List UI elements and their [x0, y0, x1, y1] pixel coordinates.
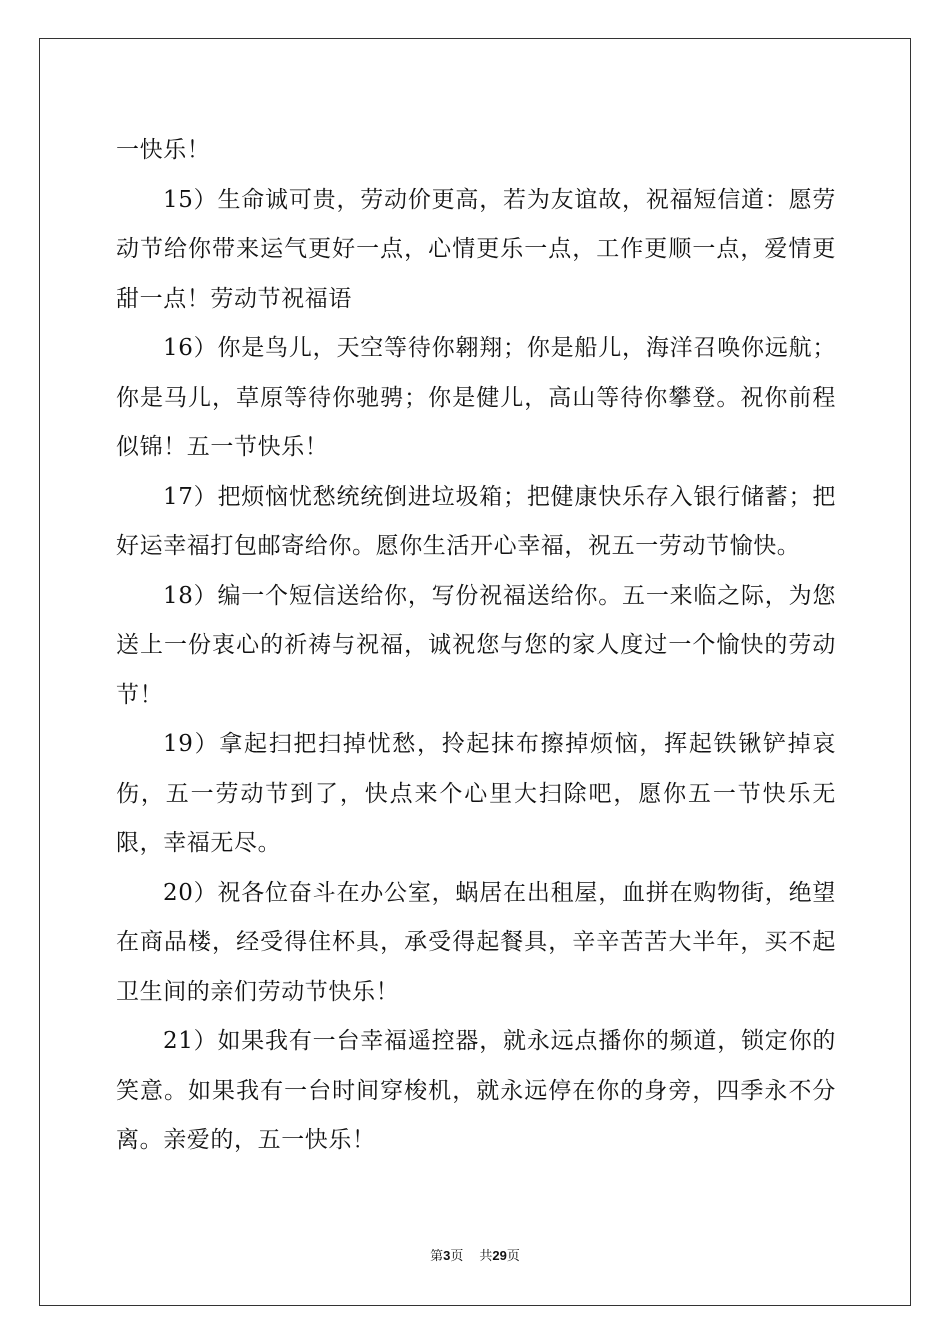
paragraph-20: 20）祝各位奋斗在办公室，蜗居在出租屋，血拼在购物街，绝望在商品楼，经受得住杯具，承受得起餐具，辛辛苦苦大半年，买不起卫生间的亲们劳动节快乐！ [116, 879, 836, 1005]
document-body [116, 126, 836, 1166]
paragraph-18: 18）编一个短信送给你，写份祝福送给你。五一来临之际，为您送上一份衷心的祈祷与祝福，诚祝您与您的家人度过一个愉快的劳动节！ [116, 582, 836, 708]
page-suffix: 页 [450, 1249, 464, 1264]
total-prefix: 共 [479, 1249, 493, 1264]
page-number: 3 [443, 1248, 451, 1263]
paragraph-17: 17）把烦恼忧愁统统倒进垃圾箱；把健康快乐存入银行储蓄；把好运幸福打包邮寄给你。愿你生活开心幸福，祝五一劳动节愉快。 [116, 483, 836, 559]
paragraph-continuation: 一快乐！ [116, 137, 211, 163]
paragraph-16: 16）你是鸟儿，天空等待你翱翔；你是船儿，海洋召唤你远航；你是马儿，草原等待你驰骋；你是健儿，高山等待你攀登。祝你前程似锦！五一节快乐！ [116, 335, 836, 460]
total-suffix: 页 [506, 1249, 520, 1264]
paragraph-19: 19）拿起扫把扫掉忧愁，拎起抹布擦掉烦恼，挥起铁锹铲掉哀伤，五一劳动节到了，快点来个心里大扫除吧，愿你五一节快乐无限，幸福无尽。 [116, 731, 836, 856]
page-prefix: 第 [430, 1249, 444, 1264]
total-pages: 29 [492, 1248, 507, 1263]
page-footer [0, 1247, 950, 1266]
paragraph-21: 21）如果我有一台幸福遥控器，就永远点播你的频道，锁定你的笑意。如果我有一台时间穿梭机，就永远停在你的身旁，四季永不分离。亲爱的，五一快乐！ [116, 1028, 836, 1153]
paragraph-15: 15）生命诚可贵，劳动价更高，若为友谊故，祝福短信道：愿劳动节给你带来运气更好一点，心情更乐一点，工作更顺一点，爱情更甜一点！劳动节祝福语 [116, 186, 836, 312]
